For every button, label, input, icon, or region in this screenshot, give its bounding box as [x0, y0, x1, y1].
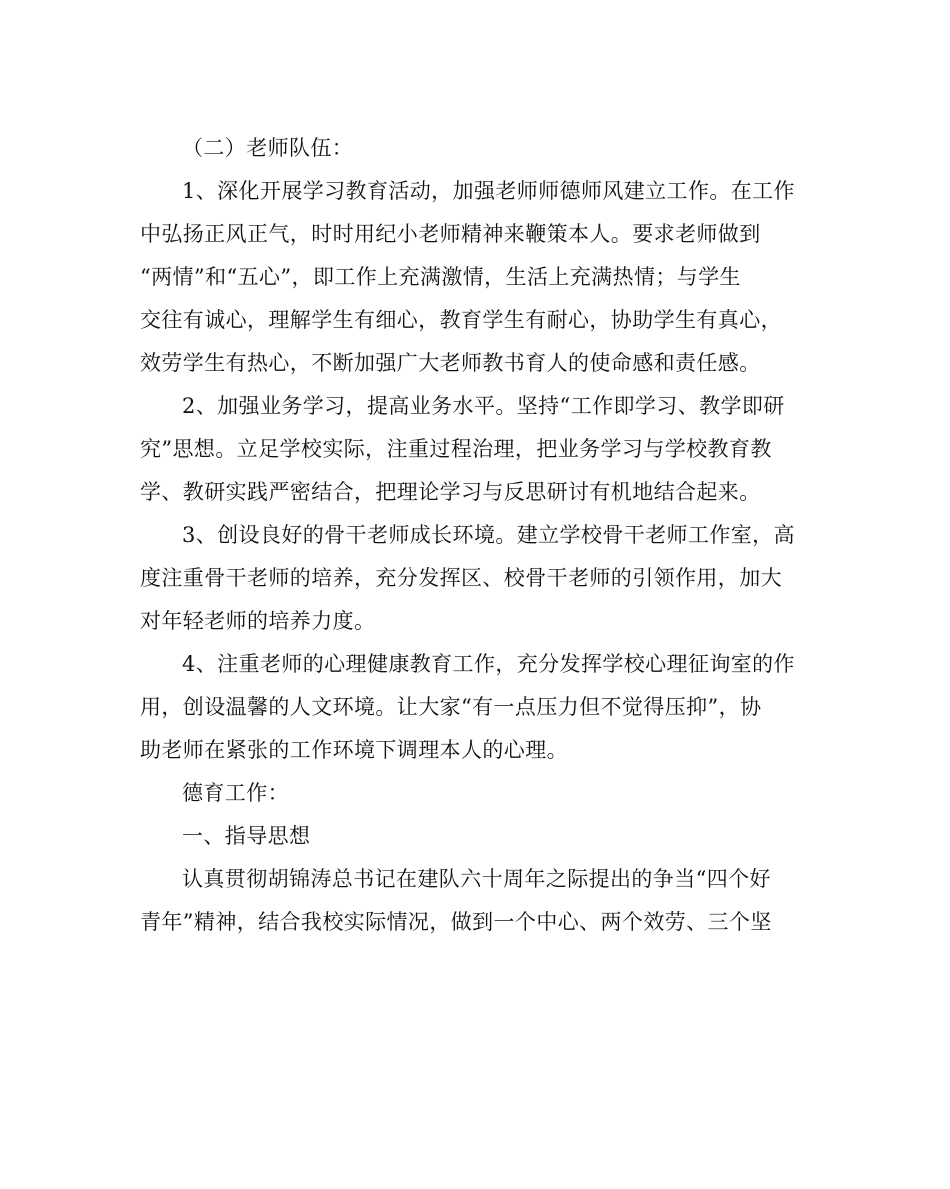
paragraph-line: 究”思想。立足学校实际，注重过程治理，把业务学习与学校教育教 — [140, 437, 772, 461]
paragraph-line: 2、加强业务学习，提高业务水平。坚持“工作即学习、教学即研 — [182, 394, 785, 418]
paragraph-line: 4、注重老师的心理健康教育工作，充分发挥学校心理征询室的作 — [182, 652, 795, 676]
guiding-heading-paragraph — [140, 815, 812, 858]
document-body — [140, 127, 812, 944]
moral-education-heading: 德育工作： — [182, 781, 289, 805]
guiding-thought-heading: 一、指导思想 — [182, 824, 311, 848]
paragraph-line: 认真贯彻胡锦涛总书记在建队六十周年之际提出的争当“四个好 — [182, 867, 771, 891]
paragraph-3 — [140, 514, 812, 643]
paragraph-line: 青年”精神，结合我校实际情况，做到一个中心、两个效劳、三个坚 — [140, 910, 772, 934]
paragraph-line: 1、深化开展学习教育活动，加强老师师德师风建立工作。在工作 — [182, 179, 795, 203]
paragraph-line: 交往有诚心，理解学生有细心，教育学生有耐心，协助学生有真心， — [140, 308, 782, 332]
paragraph-line: 度注重骨干老师的培养，充分发挥区、校骨干老师的引领作用，加大 — [140, 566, 782, 590]
paragraph-line: 3、创设良好的骨干老师成长环境。建立学校骨干老师工作室，高 — [182, 523, 795, 547]
paragraph-1 — [140, 170, 812, 385]
paragraph-line: 对年轻老师的培养力度。 — [140, 609, 376, 633]
paragraph-line: 学、教研实践严密结合，把理论学习与反思研讨有机地结合起来。 — [140, 480, 761, 504]
paragraph-line: 用，创设温馨的人文环境。让大家“有一点压力但不觉得压抑”，协 — [140, 695, 762, 719]
paragraph-line: “两情”和“五心”，即工作上充满激情，生活上充满热情；与学生 — [140, 265, 741, 289]
section-title-paragraph — [140, 127, 812, 170]
last-paragraph — [140, 858, 812, 944]
moral-heading-paragraph — [140, 772, 812, 815]
paragraph-4 — [140, 643, 812, 772]
paragraph-line: 效劳学生有热心，不断加强广大老师教书育人的使命感和责任感。 — [140, 351, 761, 375]
paragraph-line: 助老师在紧张的工作环境下调理本人的心理。 — [140, 738, 568, 762]
section-title: （二）老师队伍： — [182, 136, 354, 160]
paragraph-2 — [140, 385, 812, 514]
paragraph-line: 中弘扬正风正气，时时用纪小老师精神来鞭策本人。要求老师做到 — [140, 222, 761, 246]
